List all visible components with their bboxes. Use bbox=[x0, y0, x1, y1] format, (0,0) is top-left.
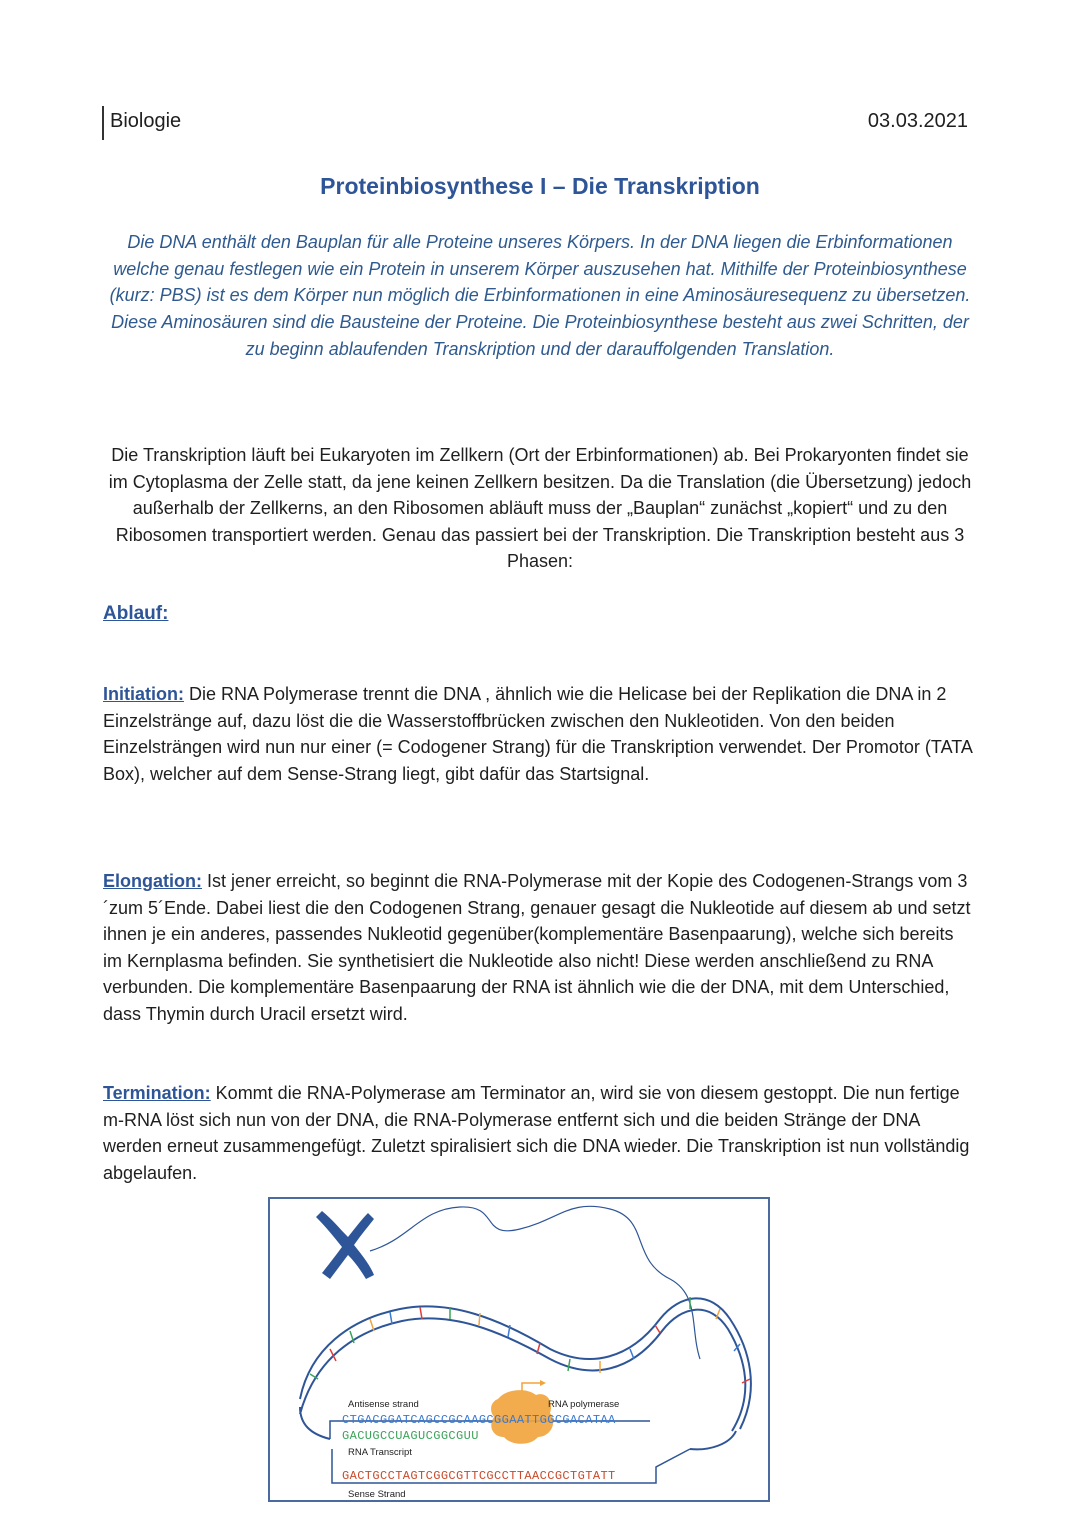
direction-arrow-icon bbox=[522, 1383, 542, 1391]
phase-elongation bbox=[103, 868, 973, 1027]
phase-text: Die RNA Polymerase trennt die DNA , ähnlich wie die Helicase bei der Replikation die DNA in 2 Einzelstränge auf, dazu löst die die Wasserstoffbrücken zwischen den Nukleotiden. Von den beiden Einzelsträngen wird nun nur einer (= Codogener Strang) für die Transkription verwendet. Der Promotor (TATA Box), welcher auf dem Sense-Strang liegt, gibt dafür das Startsignal. bbox=[103, 684, 972, 784]
phase-label: Initiation: bbox=[103, 684, 184, 704]
chromatin-strand bbox=[370, 1206, 700, 1359]
phase-text: Kommt die RNA-Polymerase am Terminator an, wird sie von diesem gestoppt. Die nun fertige m-RNA löst sich nun von der DNA, die RNA-Polymerase entfernt sich und die beiden Stränge der DNA werden erneut zusammengefügt. Zuletzt spiralisiert sich die DNA wieder. Die Transkription ist nun vollständig abgelaufen. bbox=[103, 1083, 970, 1183]
antisense-sequence: CTGACGGATCAGCCGCAAGCGGAATTGGCGACATAA bbox=[342, 1413, 616, 1427]
rna-sequence: GACUGCCUAGUCGGCGUU bbox=[342, 1429, 479, 1443]
antisense-label: Antisense strand bbox=[348, 1399, 419, 1410]
phase-termination bbox=[103, 1080, 973, 1186]
chromosome-icon bbox=[316, 1211, 374, 1279]
transcription-figure bbox=[268, 1197, 770, 1502]
section-heading-ablauf: Ablauf: bbox=[103, 603, 169, 624]
sense-sequence: GACTGCCTAGTCGGCGTTCGCCTTAACCGCTGTATT bbox=[342, 1469, 616, 1483]
transcription-diagram bbox=[270, 1199, 768, 1500]
polymerase-label: RNA polymerase bbox=[548, 1399, 620, 1410]
sense-label: Sense Strand bbox=[348, 1489, 406, 1500]
body-paragraph: Die Transkription läuft bei Eukaryoten im Zellkern (Ort der Erbinformationen) ab. Bei Prokaryonten findet sie im Cytoplasma der Zelle statt, da jene keinen Zellkern besitzen. Da die Translation (die Übersetzung) jedoch außerhalb der Zellkerns, an den Ribosomen abläuft muss der „Bauplan“ zunächst „kopiert“ und zu den Ribosomen transportiert werden. Genau das passiert bei der Transkription. Die Transkription besteht aus 3 Phasen: bbox=[108, 445, 972, 571]
phase-text: Ist jener erreicht, so beginnt die RNA-Polymerase mit der Kopie des Codogenen-Strangs vom 3´zum 5´Ende. Dabei liest die den Codogenen Strang, genauer gesagt die Nukleotide auf diesem ab und setzt ihnen je ein anderes, passendes Nukleotid gegenüber(komplementäre Basenpaarung), welche sich bereits im Kernplasma befinden. Sie synthetisiert die Nukleotide also nicht! Diese werden anschließend zu RNA verbunden. Die komplementäre Basenpaarung der RNA ist ähnlich wie die der DNA, mit dem Unterschied, dass Thymin durch Uracil ersetzt wird. bbox=[103, 871, 971, 1024]
header-divider bbox=[102, 106, 104, 140]
phase-label: Elongation: bbox=[103, 871, 202, 891]
subject-label: Biologie bbox=[110, 110, 182, 132]
rna-transcript-label: RNA Transcript bbox=[348, 1447, 412, 1458]
intro-paragraph: Die DNA enthält den Bauplan für alle Proteine unseres Körpers. In der DNA liegen die Erbinformationen welche genau festlegen wie ein Protein in unserem Körper auszusehen hat. Mithilfe der Proteinbiosynthese (kurz: PBS) ist es dem Körper nun möglich die Erbinformationen in eine Aminosäuresequenz zu übersetzen. Diese Aminosäuren sind die Bausteine der Proteine. Die Proteinbiosynthese besteht aus zwei Schritten, der zu beginn ablaufenden Transkription und der darauffolgenden Translation. bbox=[109, 232, 971, 359]
document-date: 03.03.2021 bbox=[867, 110, 968, 132]
page-title: Proteinbiosynthese I – Die Transkription bbox=[320, 173, 760, 199]
phase-label: Termination: bbox=[103, 1083, 211, 1103]
phase-initiation bbox=[103, 681, 973, 787]
